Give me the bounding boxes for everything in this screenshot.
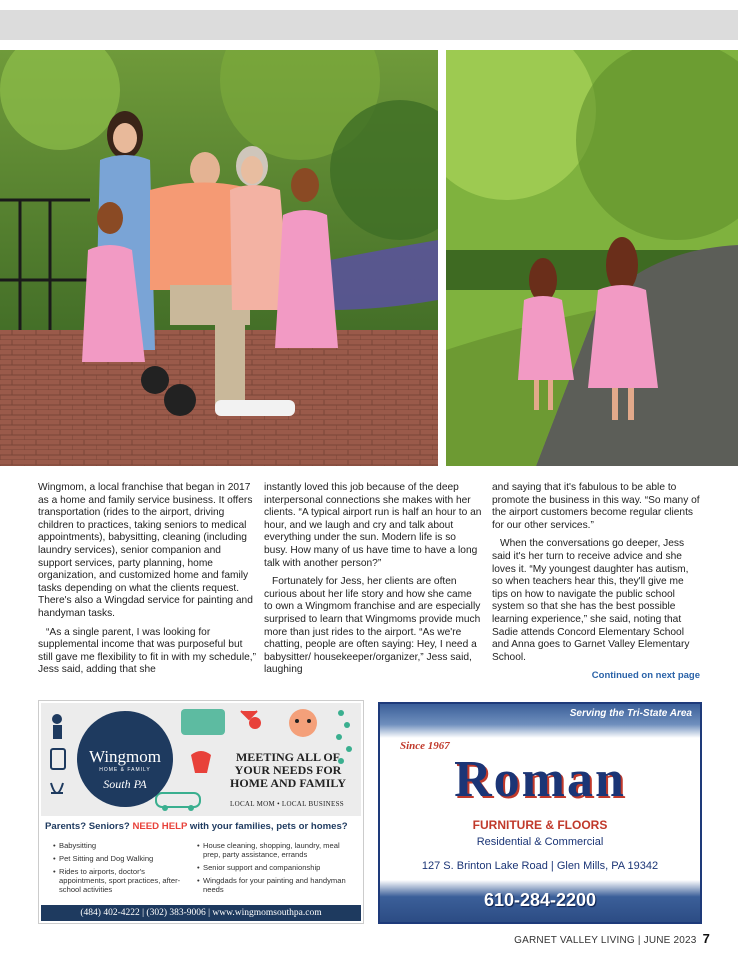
wingmom-contact-bar[interactable]: (484) 402-4222 | (302) 383-9006 | www.wingmomsouthpa.com (41, 905, 361, 921)
top-banner-bar (0, 10, 738, 40)
logo-name: Wingmom (88, 747, 162, 766)
wingmom-local-line: LOCAL MOM • LOCAL BUSINESS (230, 800, 344, 808)
logo-subtitle: HOME & FAMILY (99, 767, 151, 773)
roman-residential: Residential & Commercial (476, 836, 604, 848)
wingmom-headline: MEETING ALL OF YOUR NEEDS FOR HOME AND FAMILY (229, 750, 346, 790)
service-item: • Wingdads for your painting and handyman needs (197, 876, 357, 894)
roman-phone[interactable]: 610-284-2200 (483, 890, 597, 910)
wingmom-ad[interactable] (38, 700, 364, 924)
wingmom-question (45, 821, 348, 832)
services-list-right (197, 841, 357, 898)
service-item: • House cleaning, shopping, laundry, meal prep, party assistance, errands (197, 841, 357, 859)
wingmom-ad-header (41, 703, 361, 816)
article-paragraph: Wingmom, a local franchise that began in 2017 as a home and family service business. It offers transportation (rides to the airport, driving children to practices, taking seniors to medical appointments), babysitting, cleaning (including laundry services), senior companion and support services, party planning, home organization, and customized home and family tasks depending on what the clients request. There's also a Wingdad service for painting and handyman tasks. (38, 482, 253, 619)
service-item: • Rides to airports, doctor's appointments, sport practices, after-school activities (53, 867, 193, 894)
page-number: 7 (702, 931, 710, 946)
wingmom-logo (77, 711, 173, 807)
family-photo (0, 50, 438, 466)
service-item: • Babysitting (53, 841, 193, 850)
service-item: • Senior support and companionship (197, 863, 357, 872)
article-column-2 (264, 482, 482, 683)
article-paragraph: “As a single parent, I was looking for supplemental income that was purposeful but still gave me flexibility to fit in with my schedule,” Jess said, adding that she (38, 626, 256, 676)
question-need-help: NEED HELP (132, 821, 188, 832)
roman-address: 127 S. Brinton Lake Road | Glen Mills, PA 19342 (421, 860, 659, 872)
serving-area: Serving the Tri-State Area (569, 708, 692, 719)
page-footer (514, 931, 710, 946)
logo-script: South PA (103, 777, 147, 791)
publication-name: GARNET VALLEY LIVING | JUNE 2023 (514, 935, 697, 946)
article-column-1 (38, 482, 256, 683)
article-paragraph: Fortunately for Jess, her clients are often curious about her life story and how she came to own a Wingmom franchise and are especially surprised to learn that Wingmoms provide much more than just rides to the airport. “As we're chatting, people are often saying: Hey, I need a babysitter/ housekeeper/organizer,” Jess said, laughing (264, 576, 481, 676)
article-column-3 (492, 482, 700, 683)
question-part-b: with your families, pets or homes? (189, 821, 348, 832)
roman-logo: Roman (454, 751, 626, 808)
question-part-a: Parents? Seniors? (45, 821, 130, 832)
article-paragraph: instantly loved this job because of the deep interpersonal connections she makes with her clients. “A typical airport run is half an hour to an hour, and we laugh and cry and talk about everything under the sun. Modern life is so busy. How many of us have time to have a long talk with another person?” (264, 482, 482, 569)
article-paragraph: When the conversations go deeper, Jess said it's her turn to receive advice and she loves it. “My youngest daughter has autism, so when teachers hear this, they'll give me tips on how to navigate the public school system so that she has the best possible learning experience,” she said, noting that Sadie attends Concord Elementary School and Anna goes to Garnet Valley Elementary School. (492, 538, 690, 663)
continued-link[interactable]: Continued on next page (591, 670, 700, 682)
article-paragraph: and saying that it's fabulous to be able to promote the business in this way. “So many of the airport customers become regular clients for our other services.” (492, 482, 700, 531)
roman-tagline: FURNITURE & FLOORS (472, 818, 608, 832)
since-year: Since 1967 (400, 740, 450, 752)
roman-ad[interactable] (378, 702, 702, 924)
service-item: • Pet Sitting and Dog Walking (53, 854, 193, 863)
girls-walking-photo (446, 50, 738, 466)
services-list-left (53, 841, 193, 898)
